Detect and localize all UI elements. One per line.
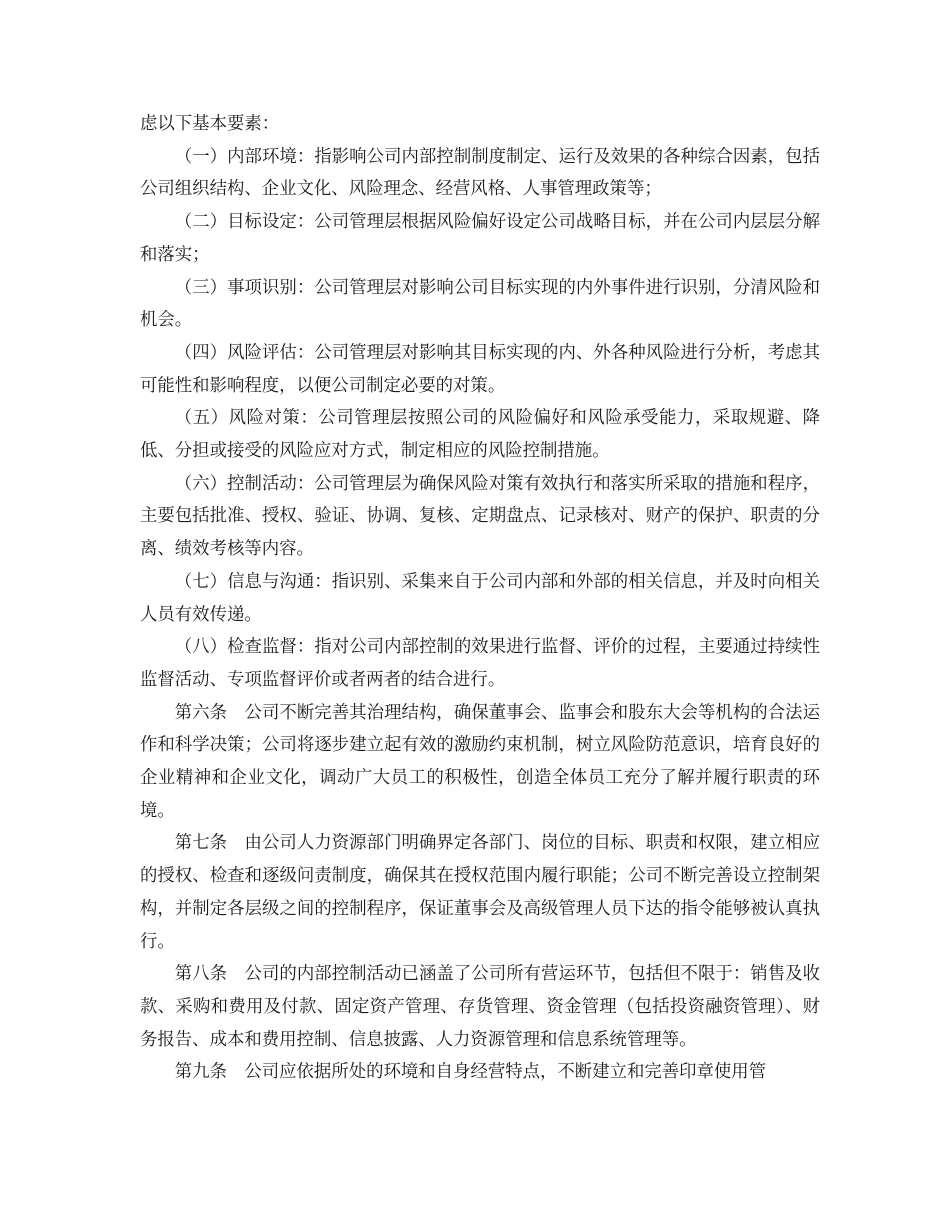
paragraph-risk-assessment: （四）风险评估：公司管理层对影响其目标实现的内、外各种风险进行分析，考虑其可能性和影响程度，以便公司制定必要的对策。 bbox=[140, 342, 820, 396]
paragraph-monitoring: （八）检查监督：指对公司内部控制的效果进行监督、评价的过程，主要通过持续性监督活动、专项监督评价或者两者的结合进行。 bbox=[140, 637, 820, 690]
paragraph-article-7: 第七条 由公司人力资源部门明确界定各部门、岗位的目标、职责和权限，建立相应的授权、检查和逐级问责制度，确保其在授权范围内履行职能；公司不断完善设立控制架构，并制定各层级之间的控制程序，保证董事会及高级管理人员下达的指令能够被认真执行。 bbox=[140, 833, 820, 952]
paragraph-event-identification: （三）事项识别：公司管理层对影响公司目标实现的内外事件进行识别，分清风险和机会。 bbox=[140, 277, 820, 331]
paragraph-risk-response: （五）风险对策：公司管理层按照公司的风险偏好和风险承受能力，采取规避、降低、分担或接受的风险应对方式，制定相应的风险控制措施。 bbox=[140, 408, 820, 462]
paragraph-article-8: 第八条 公司的内部控制活动已涵盖了公司所有营运环节，包括但不限于：销售及收款、采购和费用及付款、固定资产管理、存货管理、资金管理（包括投资融资管理）、财务报告、成本和费用控制、信息披露、人力资源管理和信息系统管理等。 bbox=[140, 964, 820, 1050]
paragraph-article-6: 第六条 公司不断完善其治理结构，确保董事会、监事会和股东大会等机构的合法运作和科学决策；公司将逐步建立起有效的激励约束机制，树立风险防范意识，培育良好的企业精神和企业文化，调动广大员工的积极性，创造全体员工充分了解并履行职责的环境。 bbox=[140, 702, 820, 821]
document-page bbox=[140, 108, 820, 1089]
paragraph-article-9: 第九条 公司应依据所处的环境和自身经营特点，不断建立和完善印章使用管 bbox=[174, 1062, 767, 1083]
paragraph-internal-environment: （一）内部环境：指影响公司内部控制制度制定、运行及效果的各种综合因素，包括公司组织结构、企业文化、风险理念、经营风格、人事管理政策等； bbox=[140, 146, 820, 200]
paragraph-control-activities: （六）控制活动：公司管理层为确保风险对策有效执行和落实所采取的措施和程序，主要包括批准、授权、验证、协调、复核、定期盘点、记录核对、财产的保护、职责的分离、绩效考核等内容。 bbox=[140, 473, 820, 560]
paragraph-objective-setting: （二）目标设定：公司管理层根据风险偏好设定公司战略目标，并在公司内层层分解和落实； bbox=[140, 212, 820, 265]
paragraph-continuation: 虑以下基本要素： bbox=[140, 114, 280, 134]
paragraph-information-communication: （七）信息与沟通：指识别、采集来自于公司内部和外部的相关信息，并及时向相关人员有效传递。 bbox=[140, 571, 820, 625]
